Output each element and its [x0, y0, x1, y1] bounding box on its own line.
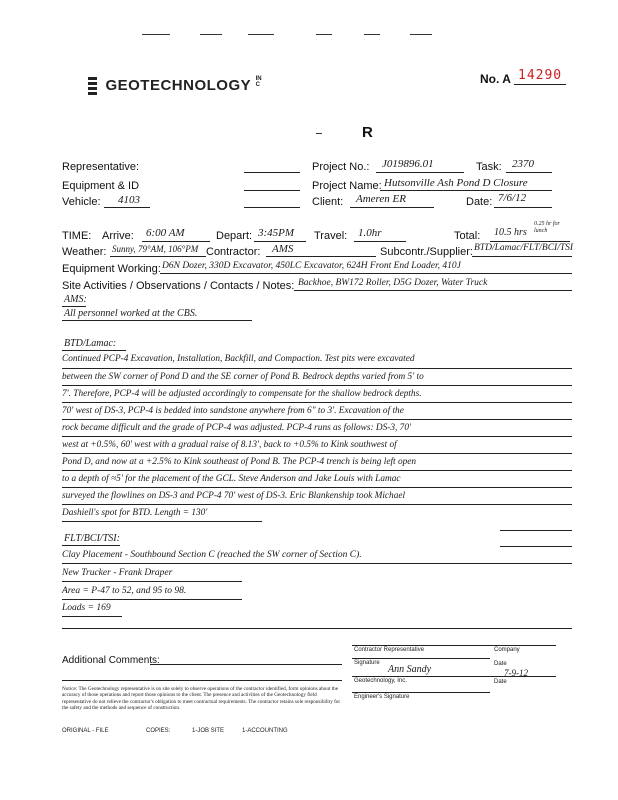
form-number-label: No. A: [480, 72, 511, 86]
notice-text: Notice: The Geotechnology representative is on site solely to observe operations of the contractor identified, form opinions about the accuracy of those operations and report those opinions to the client. The presence and activities of the Geotechnology field representative do not relieve the contractor's obligation to meet contractual requirements. The contractor retains sole responsibility for the safety and the methods and sequence of construction.: [62, 686, 341, 712]
equipment-working-line: [160, 273, 572, 274]
equipment-working-value[interactable]: D6N Dozer, 330D Excavator, 450LC Excavator, 624H Front End Loader, 410J: [162, 261, 461, 271]
form-letter: R: [362, 124, 373, 141]
copies-accounting: 1-ACCOUNTING: [242, 728, 288, 734]
additional-comments-line-2: [62, 680, 342, 681]
header-dash-6: [410, 34, 432, 35]
arrive-value[interactable]: 6:00 AM: [146, 227, 185, 239]
header-dash-5: [364, 34, 380, 35]
logo-mark-icon: [88, 76, 97, 96]
contractor-line: [266, 256, 376, 257]
header-dash-3: [248, 34, 274, 35]
note-underline-12: [62, 487, 572, 488]
note-underline-16b: [500, 546, 572, 547]
note-line-16: FLT/BCI/TSI:: [64, 533, 120, 544]
geotech-label: Geotechnology, Inc.: [354, 678, 407, 684]
vehicle-line: [104, 207, 150, 208]
arrive-label: Arrive:: [102, 230, 134, 242]
vehicle-value[interactable]: 4103: [118, 194, 140, 206]
header-dash-2: [200, 34, 222, 35]
vehicle-label: Vehicle:: [62, 196, 101, 208]
note-underline-2: [62, 320, 252, 321]
header-tick: [316, 133, 322, 134]
note-line-9: rock became difficult and the grade of PCP-4 was adjusted. PCP-4 runs as follows: DS-3, 70': [62, 423, 411, 433]
equipment-working-label: Equipment Working:: [62, 263, 161, 275]
project-name-line: [380, 190, 552, 191]
note-line-6: between the SW corner of Pond D and the SE corner of Pond B. Bedrock depths varied from 5' to: [62, 372, 424, 382]
geotech-date-label: Date: [494, 679, 507, 685]
date-value[interactable]: 7/6/12: [498, 192, 527, 204]
note-line-18: New Trucker - Frank Draper: [62, 568, 173, 578]
project-no-value[interactable]: J019896.01: [382, 158, 434, 170]
logo-text: GEOTECHNOLOGY: [105, 77, 252, 94]
header-dash-4: [316, 34, 332, 35]
signature-date-value: 7-9-12: [504, 668, 528, 678]
site-activities-line: [294, 290, 572, 291]
company-logo: [88, 76, 264, 100]
travel-label: Travel:: [314, 230, 348, 242]
note-underline-11: [62, 470, 572, 471]
travel-line: [354, 241, 406, 242]
note-underline-8: [62, 419, 572, 420]
additional-comments-line: [150, 664, 342, 665]
total-line: [490, 241, 570, 242]
blank-line-1: [62, 628, 572, 629]
task-value[interactable]: 2370: [512, 158, 534, 170]
representative-line: [244, 172, 300, 173]
signature-date-label: Date: [494, 661, 507, 667]
note-underline-10: [62, 453, 572, 454]
note-underline-17: [62, 563, 572, 564]
project-name-value[interactable]: Hutsonville Ash Pond D Closure: [384, 177, 528, 189]
site-activities-value[interactable]: Backhoe, BW172 Roller, D5G Dozer, Water Truck: [298, 278, 488, 288]
company-label: Company: [494, 647, 520, 653]
note-line-17: Clay Placement - Southbound Section C (reached the SW corner of Section C).: [62, 550, 362, 560]
note-underline-18: [62, 581, 242, 582]
time-label: TIME:: [62, 230, 92, 242]
project-name-label: Project Name:: [312, 180, 382, 192]
site-activities-label: Site Activities / Observations / Contacts / Notes:: [62, 280, 295, 292]
note-line-19: Area = P-47 to 52, and 95 to 98.: [62, 586, 187, 596]
total-note: 0.25 hr for lunch: [534, 221, 560, 234]
subcontr-value[interactable]: BTD/Lamac/FLT/BCI/TSI: [474, 243, 574, 253]
depart-label: Depart:: [216, 230, 253, 242]
total-label: Total:: [454, 230, 481, 242]
engineer-signature-line: [352, 692, 490, 693]
subcontr-line: [472, 256, 572, 257]
total-value[interactable]: 10.5 hrs: [494, 227, 527, 238]
note-line-11: Pond D, and now at a +2.5% to Kink southeast of Pond B. The PCP-4 trench is being left open: [62, 457, 417, 467]
logo-suffix: INC: [255, 76, 262, 88]
signature-top-line: [352, 658, 490, 659]
form-number-value: 14290: [518, 68, 563, 83]
contractor-rep-line: [352, 645, 556, 646]
representative-label: Representative:: [62, 161, 140, 173]
contractor-rep-label: Contractor Representative: [354, 647, 425, 653]
note-line-4: BTD/Lamac:: [64, 338, 117, 349]
note-line-1: AMS:: [64, 294, 87, 305]
note-line-14: Dashiell's spot for BTD. Length = 130': [62, 508, 208, 518]
note-underline-14: [62, 521, 262, 522]
note-line-8: 70' west of DS-3, PCP-4 is bedded into sandstone anywhere from 6" to 3'. Excavation of the: [62, 406, 404, 416]
contractor-label: Contractor:: [206, 246, 261, 258]
date-label: Date:: [466, 196, 493, 208]
equipment-id-line: [244, 190, 300, 191]
note-line-7: 7'. Therefore, PCP-4 will be adjusted accordingly to compensate for the shallow bedrock depths.: [62, 389, 422, 399]
client-label: Client:: [312, 196, 344, 208]
note-line-20: Loads = 169: [62, 603, 111, 613]
form-number-underline: [514, 84, 566, 85]
depart-value[interactable]: 3:45PM: [258, 227, 295, 239]
weather-line: [110, 256, 206, 257]
note-underline-1: [62, 306, 86, 307]
note-underline-19: [62, 599, 242, 600]
signature-line: [352, 676, 556, 677]
note-underline-6: [62, 385, 572, 386]
note-line-12: to a depth of ≈5' for the placement of the GCL. Steve Anderson and Jake Louis with Lamac: [62, 474, 401, 484]
note-underline-13: [62, 504, 572, 505]
note-underline-9: [62, 436, 572, 437]
subcontr-label: Subcontr./Supplier:: [380, 246, 473, 258]
vehicle-line-2: [244, 207, 300, 208]
client-value[interactable]: Ameren ER: [356, 193, 406, 205]
signature-label: Signature: [354, 660, 380, 666]
note-line-2: All personnel worked at the CBS.: [64, 308, 198, 319]
equipment-id-label: Equipment & ID: [62, 180, 140, 192]
depart-line: [254, 241, 306, 242]
note-underline-16: [62, 545, 120, 546]
note-underline-4: [62, 350, 126, 351]
project-no-label: Project No.:: [312, 161, 370, 173]
additional-comments-label: Additional Comments:: [62, 655, 160, 666]
task-label: Task:: [476, 161, 502, 173]
note-underline-20: [62, 616, 122, 617]
copies-original: ORIGINAL - FILE: [62, 728, 109, 734]
date-line: [494, 207, 552, 208]
note-line-10: west at +0.5%, 60' west with a gradual raise of 8.13', back to +0.5% to Kink southwest of: [62, 440, 397, 450]
weather-label: Weather:: [62, 246, 107, 258]
client-line: [350, 207, 434, 208]
travel-value[interactable]: 1.0hr: [358, 227, 382, 239]
copies-label: COPIES:: [146, 728, 171, 734]
contractor-value[interactable]: AMS: [272, 243, 294, 255]
copies-jobsite: 1-JOB SITE: [192, 728, 225, 734]
project-no-line: [376, 172, 464, 173]
note-line-13: surveyed the flowlines on DS-3 and PCP-4 70' west of DS-3. Eric Blankenship took Michael: [62, 491, 406, 501]
arrive-line: [142, 241, 210, 242]
note-underline-15: [500, 530, 572, 531]
engineer-signature-label: Engineer's Signature: [354, 694, 410, 700]
note-underline-5: [62, 368, 572, 369]
weather-value[interactable]: Sunny, 79°AM, 106°PM: [112, 244, 199, 254]
task-line: [506, 172, 552, 173]
signature-value: Ann Sandy: [388, 664, 432, 675]
header-dash-1: [142, 34, 170, 35]
note-line-5: Continued PCP-4 Excavation, Installation, Backfill, and Compaction. Test pits were excavated: [62, 354, 415, 364]
note-underline-7: [62, 402, 572, 403]
